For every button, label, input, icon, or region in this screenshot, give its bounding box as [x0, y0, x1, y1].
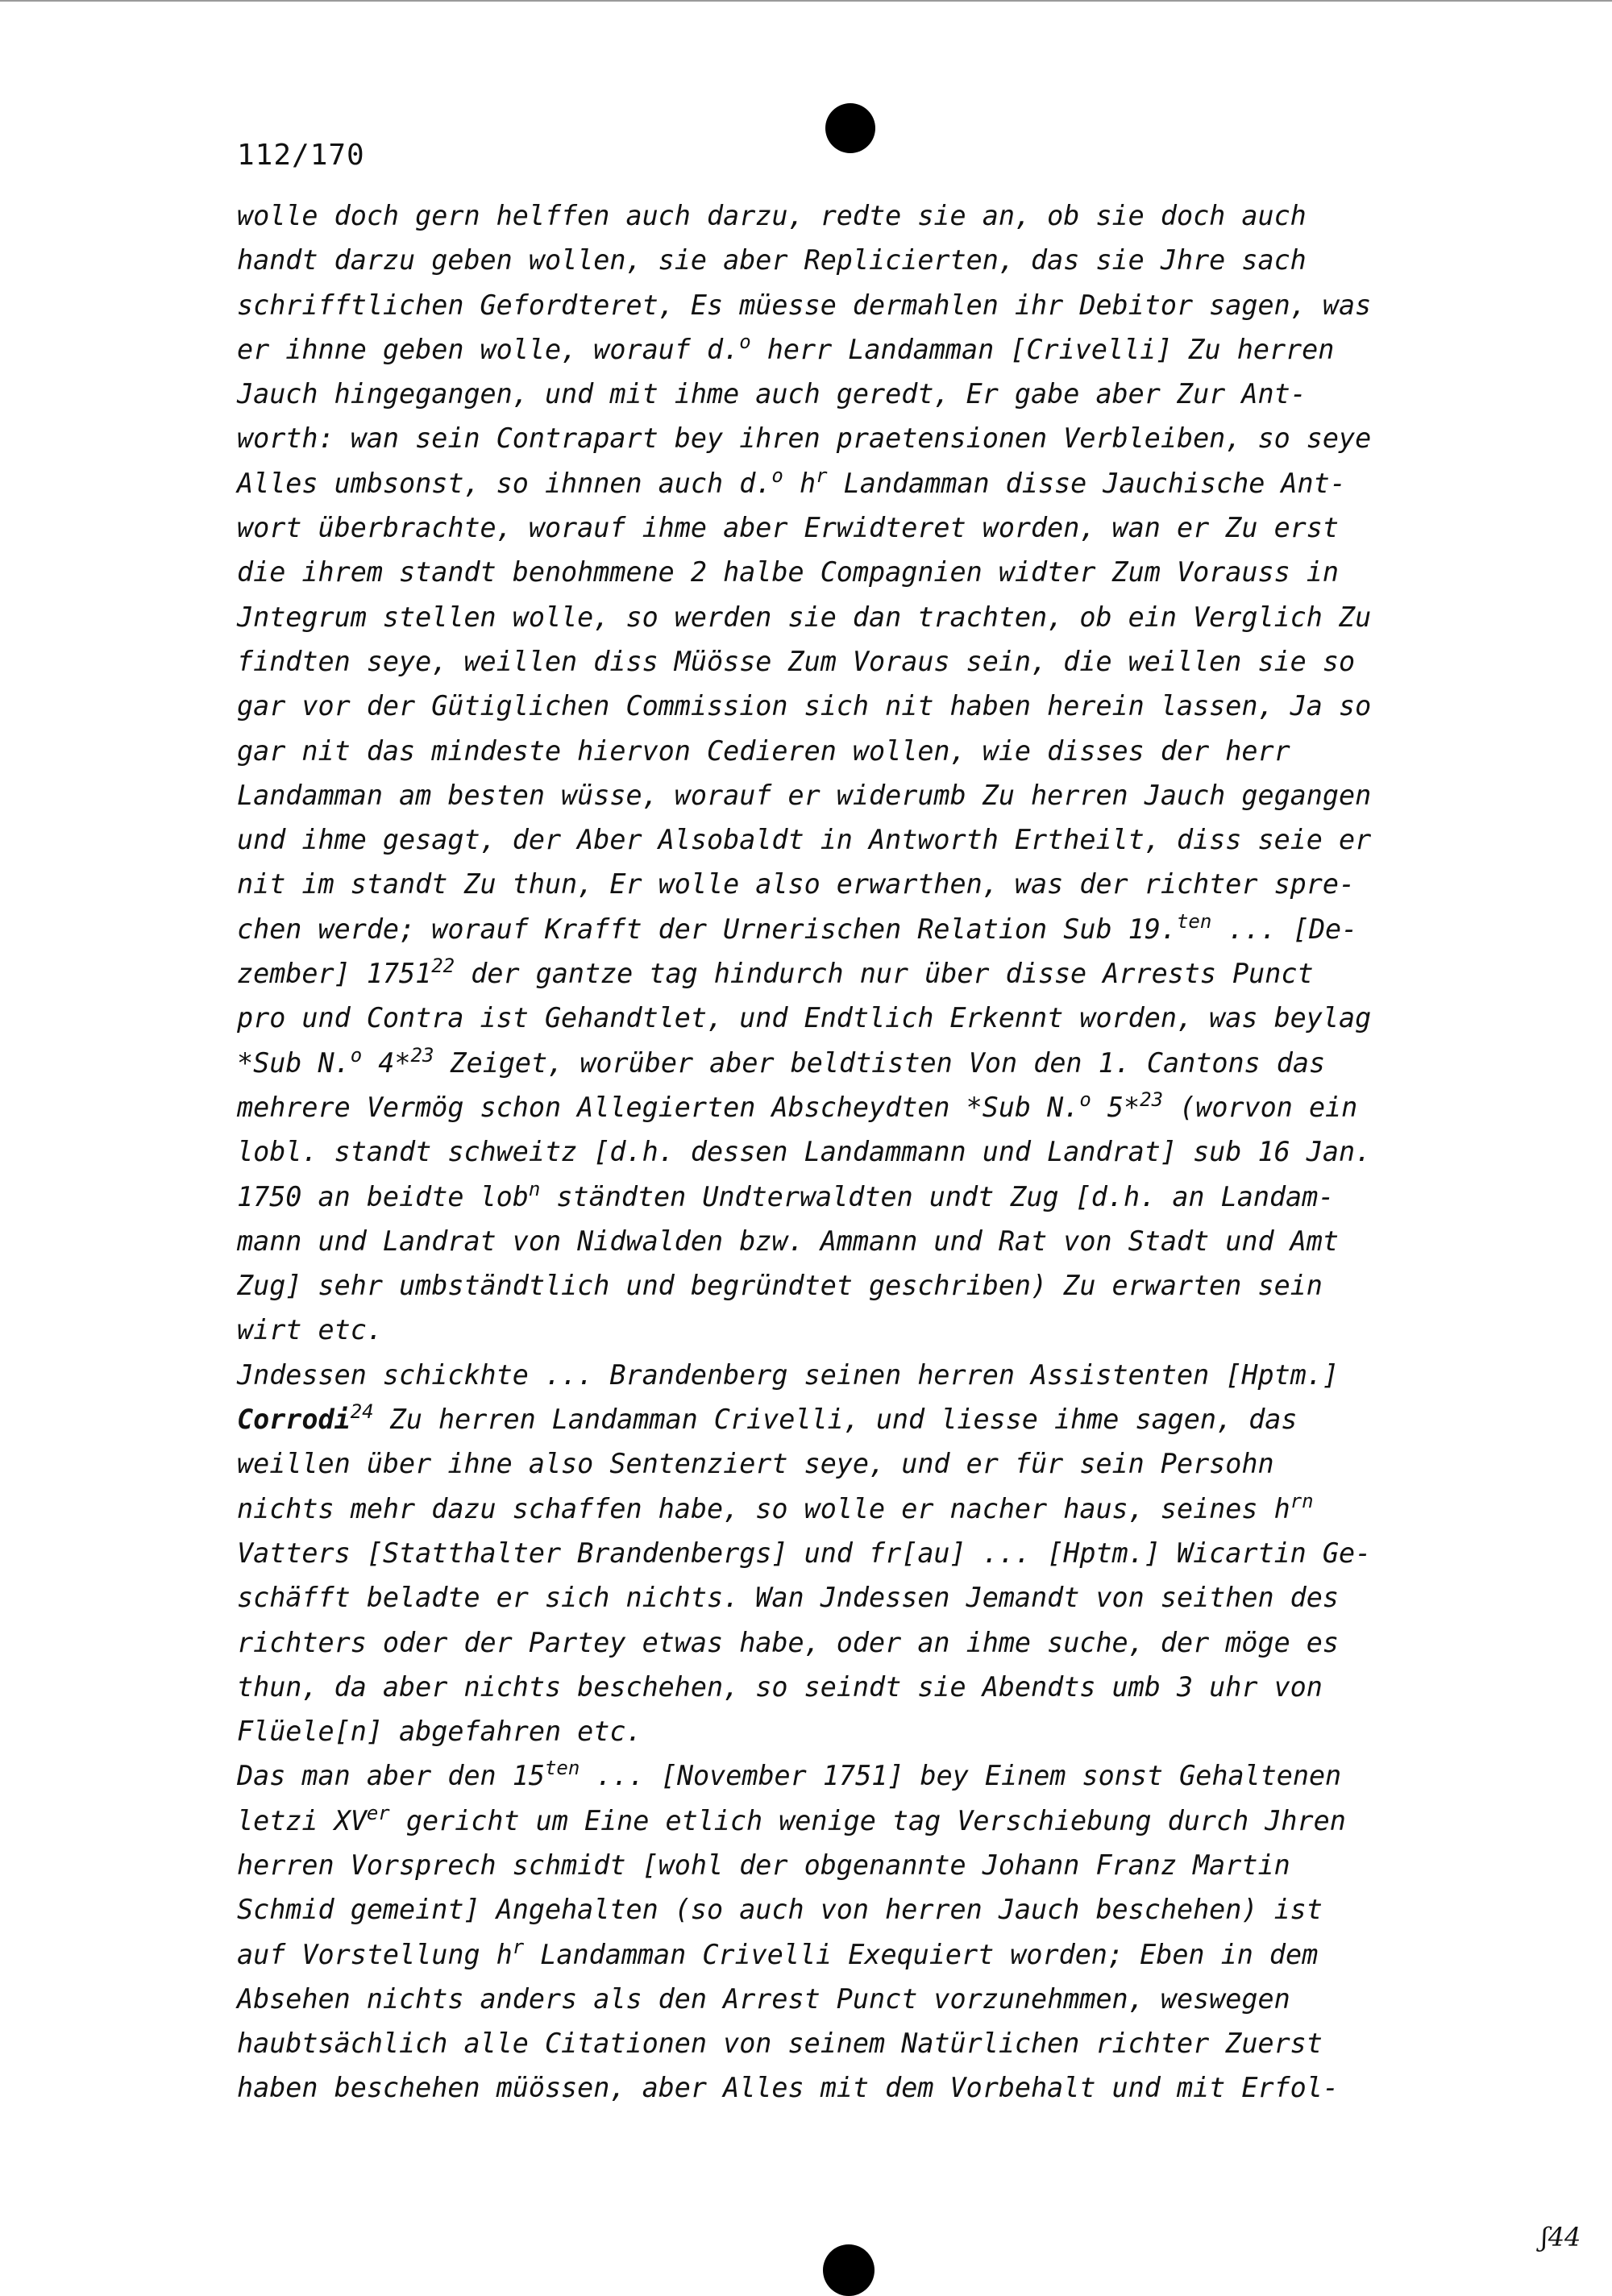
text-line	[237, 773, 1494, 817]
text-line	[237, 372, 1494, 416]
text-line	[237, 639, 1494, 684]
text-segment: Zu herren Landamman Crivelli, und liesse ihme sagen, das	[373, 1404, 1298, 1436]
page-number: 112/170	[237, 139, 365, 172]
text-line	[237, 907, 1494, 951]
text-segment: thun, da aber nichts beschehen, so seindt sie Abendts umb 3 uhr von	[237, 1670, 1323, 1703]
text-line	[237, 1441, 1494, 1486]
top-border-line	[0, 0, 1612, 2]
text-segment: Landamman disse Jauchische Ant-	[827, 467, 1346, 499]
text-line	[237, 951, 1494, 996]
text-line	[237, 1219, 1494, 1263]
text-segment: wolle doch gern helffen auch darzu, redte sie an, ob sie doch auch	[237, 200, 1307, 231]
text-segment: Zug] sehr umbständtlich und begründtet geschriben) Zu erwarten sein	[237, 1270, 1323, 1302]
superscript: 23	[1140, 1088, 1164, 1111]
text-segment: schrifftlichen Gefordteret, Es müesse dermahlen ihr Debitor sagen, was	[237, 289, 1372, 321]
text-segment: h	[783, 467, 816, 499]
text-segment: (worvon ein	[1163, 1091, 1358, 1123]
text-segment: gar nit das mindeste hiervon Cedieren wollen, wie disses der herr	[237, 734, 1290, 767]
text-segment: Alles umbsonst, so ihnnen auch d.	[237, 467, 772, 499]
superscript: n	[528, 1177, 541, 1200]
text-line	[237, 1799, 1494, 1843]
text-segment: wort überbrachte, worauf ihme aber Erwidteret worden, wan er Zu erst	[237, 512, 1339, 544]
text-line	[237, 1085, 1494, 1129]
text-line	[237, 1977, 1494, 2021]
text-line	[237, 1531, 1494, 1575]
text-segment: Schmid gemeint] Angehalten (so auch von herren Jauch beschehen) ist	[237, 1894, 1323, 1926]
text-segment: letzi XV	[237, 1804, 367, 1836]
text-segment: Vatters [Statthalter Brandenbergs] und fr[au] ... [Hptm.] Wicartin Ge-	[237, 1537, 1372, 1569]
text-segment: worth: wan sein Contrapart bey ihren praetensionen Verbleiben, so seye	[237, 422, 1372, 455]
text-segment: mann und Landrat von Nidwalden bzw. Ammann und Rat von Stadt und Amt	[237, 1225, 1339, 1257]
text-line	[237, 1753, 1494, 1798]
text-segment: richters oder der Partey etwas habe, oder an ihme suche, der möge es	[237, 1626, 1339, 1658]
text-line	[237, 461, 1494, 505]
text-segment: ... [November 1751] bey Einem sonst Gehaltenen	[580, 1760, 1342, 1792]
text-line	[237, 1709, 1494, 1753]
text-segment: Jntegrum stellen wolle, so werden sie dan trachten, ob ein Verglich Zu	[237, 601, 1372, 633]
text-segment: nichts mehr dazu schaffen habe, so wolle er nacher haus, seines h	[237, 1492, 1290, 1524]
text-segment: weillen über ihne also Sentenziert seye, und er für sein Persohn	[237, 1448, 1274, 1480]
text-segment: nit im standt Zu thun, Er wolle also erwarthen, was der richter spre-	[237, 868, 1356, 901]
superscript: ten	[544, 1757, 580, 1780]
text-segment: pro und Contra ist Gehandtlet, und Endtlich Erkennt worden, was beylag	[237, 1002, 1372, 1034]
text-line	[237, 595, 1494, 639]
punch-hole-top	[825, 103, 875, 153]
superscript: o	[771, 464, 783, 487]
text-line	[237, 1041, 1494, 1085]
superscript: o	[1079, 1088, 1091, 1111]
superscript: 22	[431, 954, 455, 977]
text-segment: herren Vorsprech schmidt [wohl der obgenannte Johann Franz Martin	[237, 1849, 1290, 1881]
text-line	[237, 1487, 1494, 1531]
text-segment: Das man aber den 15	[237, 1760, 545, 1792]
body-text	[237, 193, 1494, 2111]
superscript: r	[512, 1935, 525, 1958]
text-line	[237, 327, 1494, 372]
text-segment: Corrodi	[237, 1404, 351, 1436]
text-segment: mehrere Vermög schon Allegierten Abscheydten *Sub N.	[237, 1091, 1080, 1123]
text-segment: er ihnne geben wolle, worauf d.	[237, 333, 740, 365]
superscript: 23	[410, 1043, 434, 1067]
text-segment: 5*	[1091, 1091, 1140, 1123]
text-segment: haben beschehen müössen, aber Alles mit dem Vorbehalt und mit Erfol-	[237, 2072, 1339, 2104]
text-segment: Absehen nichts anders als den Arrest Punct vorzunehmmen, weswegen	[237, 1982, 1290, 2015]
text-line	[237, 2021, 1494, 2065]
text-segment: handt darzu geben wollen, sie aber Replicierten, das sie Jhre sach	[237, 244, 1307, 277]
text-line	[237, 1263, 1494, 1308]
text-line	[237, 1397, 1494, 1441]
text-line	[237, 996, 1494, 1040]
text-line	[237, 1887, 1494, 1932]
text-segment: Landamman Crivelli Exequiert worden; Eben in dem	[524, 1938, 1319, 1970]
punch-hole-bottom	[823, 2244, 875, 2296]
text-line	[237, 729, 1494, 773]
handwritten-folio-mark: ʃ44	[1541, 2222, 1581, 2252]
text-segment: Zeiget, worüber aber beldtisten Von den 1. Cantons das	[434, 1046, 1326, 1079]
text-line	[237, 684, 1494, 728]
text-segment: Jndessen schickhte ... Brandenberg seinen herren Assistenten [Hptm.]	[237, 1358, 1339, 1391]
text-segment: ... [De-	[1211, 913, 1358, 945]
text-line	[237, 1175, 1494, 1219]
text-segment: schäfft beladte er sich nichts. Wan Jndessen Jemandt von seithen des	[237, 1582, 1339, 1614]
text-line	[237, 862, 1494, 906]
text-segment: gericht um Eine etlich wenige tag Verschiebung durch Jhren	[389, 1804, 1346, 1836]
text-line	[237, 1932, 1494, 1977]
text-line	[237, 416, 1494, 460]
text-line	[237, 238, 1494, 282]
text-segment: Jauch hingegangen, und mit ihme auch geredt, Er gabe aber Zur Ant-	[237, 378, 1307, 410]
text-segment: zember] 1751	[237, 958, 432, 990]
text-segment: chen werde; worauf Krafft der Urnerischen Relation Sub 19.	[237, 913, 1177, 945]
text-line	[237, 1308, 1494, 1352]
superscript: er	[366, 1801, 390, 1824]
text-line	[237, 1665, 1494, 1709]
text-segment: die ihrem standt benohmmene 2 halbe Compagnien widter Zum Vorauss in	[237, 556, 1339, 589]
text-line	[237, 2065, 1494, 2110]
text-line	[237, 1620, 1494, 1665]
superscript: rn	[1290, 1489, 1314, 1512]
superscript: 24	[350, 1400, 374, 1423]
text-line	[237, 1353, 1494, 1397]
text-segment: der gantze tag hindurch nur über disse Arrests Punct	[455, 958, 1314, 990]
text-segment: lobl. standt schweitz [d.h. dessen Landammann und Landrat] sub 16 Jan.	[237, 1136, 1372, 1168]
text-line	[237, 1843, 1494, 1887]
text-segment: herr Landamman [Crivelli] Zu herren	[750, 333, 1335, 365]
text-line	[237, 505, 1494, 550]
text-line	[237, 1129, 1494, 1174]
text-line	[237, 1575, 1494, 1620]
text-segment: 1750 an beidte lob	[237, 1180, 529, 1212]
text-line	[237, 193, 1494, 238]
text-segment: findten seye, weillen diss Müösse Zum Voraus sein, die weillen sie so	[237, 645, 1356, 677]
text-segment: auf Vorstellung h	[237, 1938, 513, 1970]
superscript: ten	[1176, 909, 1212, 933]
text-segment: haubtsächlich alle Citationen von seinem Natürlichen richter Zuerst	[237, 2028, 1323, 2060]
superscript: r	[816, 464, 828, 487]
text-segment: ständten Undterwaldten undt Zug [d.h. an Landam-	[540, 1180, 1335, 1212]
text-line	[237, 283, 1494, 327]
text-segment: Landamman am besten wüsse, worauf er widerumb Zu herren Jauch gegangen	[237, 779, 1372, 811]
text-segment: und ihme gesagt, der Aber Alsobaldt in Antworth Ertheilt, diss seie er	[237, 824, 1372, 856]
text-segment: *Sub N.	[237, 1046, 351, 1079]
superscript: o	[350, 1043, 363, 1067]
text-line	[237, 550, 1494, 594]
text-segment: gar vor der Gütiglichen Commission sich nit haben herein lassen, Ja so	[237, 690, 1372, 722]
text-segment: Flüele[n] abgefahren etc.	[237, 1716, 642, 1748]
text-segment: wirt etc.	[237, 1314, 383, 1346]
text-line	[237, 817, 1494, 862]
superscript: o	[739, 330, 751, 353]
text-segment: 4*	[362, 1046, 411, 1079]
